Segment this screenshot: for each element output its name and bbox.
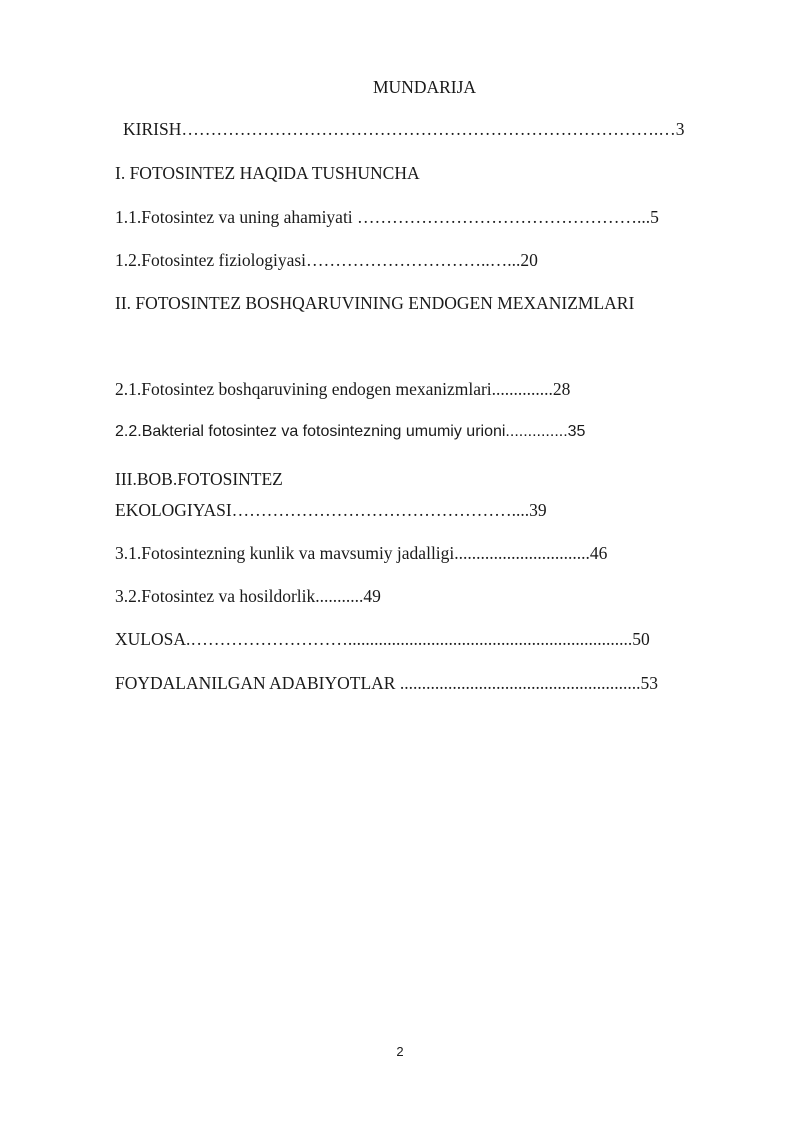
page-title: MUNDARIJA [373,77,477,97]
toc-entry-2-2: 2.2.Bakterial fotosintez va fotosintezning umumiy urioni..............35 [115,423,586,440]
toc-section-1: I. FOTOSINTEZ HAQIDA TUSHUNCHA [115,163,420,183]
toc-entry-3-2: 3.2.Fotosintez va hosildorlik...........49 [115,586,381,606]
toc-entry-xulosa: XULOSA.……………………….................................................................50 [115,629,650,649]
toc-section-2: II. FOTOSINTEZ BOSHQARUVINING ENDOGEN MEXANIZMLARI [115,293,635,313]
page-number: 2 [396,1044,404,1059]
toc-entry-1-1: 1.1.Fotosintez va uning ahamiyati …………………………………………...5 [115,207,659,227]
toc-section-3: III.BOB.FOTOSINTEZ [115,469,283,489]
toc-entry-adabiyotlar: FOYDALANILGAN ADABIYOTLAR .......................................................53 [115,673,658,693]
toc-entry-kirish: KIRISH……………………………………………………………………….…3 [123,119,685,139]
toc-entry-3-1: 3.1.Fotosintezning kunlik va mavsumiy jadalligi...............................46 [115,543,608,563]
toc-entry-1-2: 1.2.Fotosintez fiziologiyasi…………………………..…...20 [115,250,538,270]
toc-entry-2-1: 2.1.Fotosintez boshqaruvining endogen mexanizmlari..............28 [115,379,571,399]
toc-section-3-continued: EKOLOGIYASI…………………………………………....39 [115,500,547,520]
